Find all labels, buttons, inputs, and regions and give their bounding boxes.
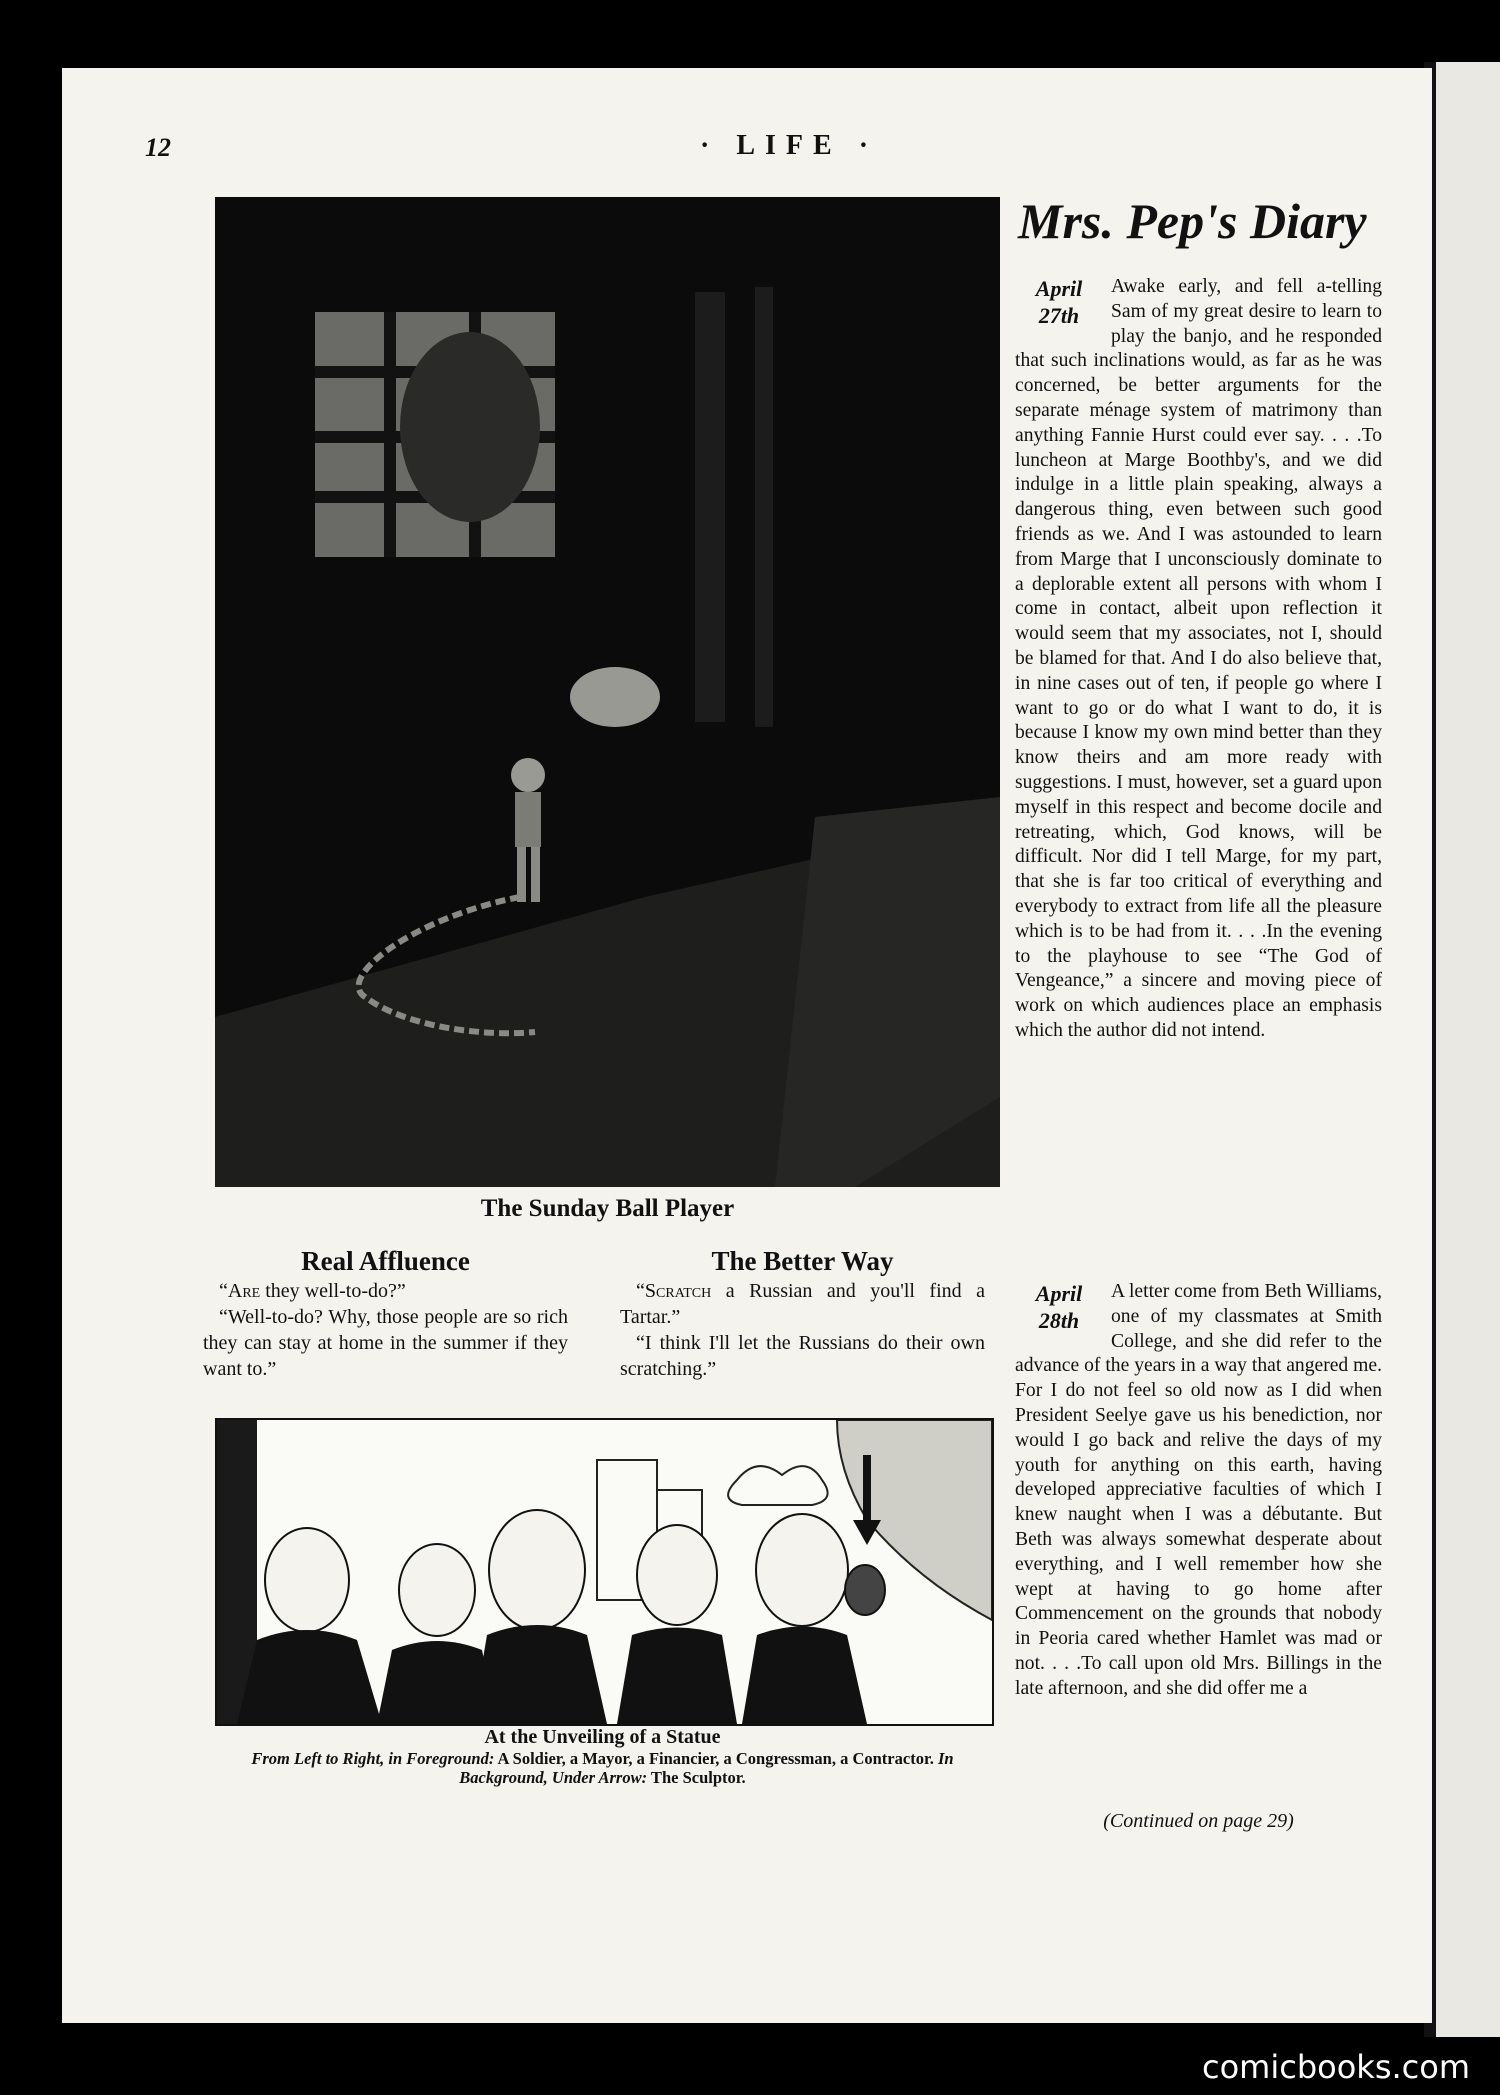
prison-cell-drawing xyxy=(215,197,1000,1187)
cartoon-credits: From Left to Right, in Foreground: A Soldier, a Mayor, a Financier, a Congressman, a Contractor. In Background, Under Arrow: The Sculptor. xyxy=(251,1749,954,1787)
diary-entry xyxy=(1015,1280,1382,1702)
crowd-drawing xyxy=(217,1420,992,1724)
entry-date: April 27th xyxy=(1035,276,1083,328)
sunday-ball-player-illustration xyxy=(215,197,1000,1187)
watermark: comicbooks.com xyxy=(1201,2048,1470,2086)
statue-unveiling-cartoon xyxy=(215,1418,994,1726)
entry-text: Awake early, and fell a-telling Sam of my great desire to learn to play the banjo, and he responded that such inclinations would, as far as he was concerned, be better arguments for the separate ménage system of matrimony than anything Fannie Hurst could ever say. . . .To luncheon at Marge Boothby's, and we did indulge in a little plain speaking, always a dangerous thing, even between such good friends as we. And I was astounded to learn from Marge that I unconsciously dominate to a deplorable extent all persons with whom I come in contact, albeit upon reflection it would seem that my associates, not I, should be blamed for that. And I do also believe that, in nine cases out of ten, if people go where I want to go or do what I want to do, it is because I know my own mind better than they know theirs and am more ready with suggestions. I must, however, set a guard upon myself in this respect and become docile and retreating, which, God knows, will be difficult. Nor did I tell Marge, for my part, that she is far too critical of everything and everybody to extract from life all the pleasure which is to be had from it. . . .In the evening to the playhouse to see “The God of Vengeance,” a sincere and moving piece of work on which audiences place an emphasis which the author did not intend. xyxy=(1015,276,1382,1041)
masthead: · LIFE · xyxy=(700,130,879,161)
diary-entry xyxy=(1015,275,1382,1044)
diary-title: Mrs. Pep's Diary xyxy=(1018,193,1367,249)
page-number: 12 xyxy=(145,133,171,162)
joke-real-affluence xyxy=(203,1248,568,1382)
joke-better-way xyxy=(620,1248,985,1382)
joke-line: “I think I'll let the Russians do their own scratching.” xyxy=(620,1332,985,1380)
joke-line: “Are they well-to-do?” xyxy=(219,1280,406,1302)
cartoon-caption xyxy=(215,1726,990,1787)
facing-page-edge xyxy=(1432,62,1500,2037)
continued-notice: (Continued on page 29) xyxy=(1103,1810,1294,1832)
entry-text: A letter come from Beth Williams, one of my classmates at Smith College, and she did refer to the advance of the years in a way that angered me. For I do not feel so old now as I did when President Seelye gave us his benediction, nor would I go back and relive the days of my youth for anything on this earth, having developed appreciative faculties of which I knew naught when I was a débutante. But Beth was always somewhat desperate about everything, and I well remember how she wept at having to go home after Commencement on the grounds that nobody in Peoria cared whether Hamlet was mad or not. . . .To call upon old Mrs. Billings in the late afternoon, and she did offer me a xyxy=(1015,1281,1382,1699)
illustration-caption: The Sunday Ball Player xyxy=(480,1195,735,1222)
guard-face xyxy=(400,332,540,522)
joke-title: Real Affluence xyxy=(301,1246,470,1276)
joke-title: The Better Way xyxy=(711,1246,894,1276)
joke-line: “Well-to-do? Why, those people are so rich they can stay at home in the summer if they want to.” xyxy=(203,1306,568,1380)
light-glow xyxy=(570,667,660,727)
entry-date: April 28th xyxy=(1035,1281,1083,1333)
joke-line: “Scratch a Russian and you'll find a Tartar.” xyxy=(620,1280,985,1328)
cartoon-title: At the Unveiling of a Statue xyxy=(484,1726,721,1748)
